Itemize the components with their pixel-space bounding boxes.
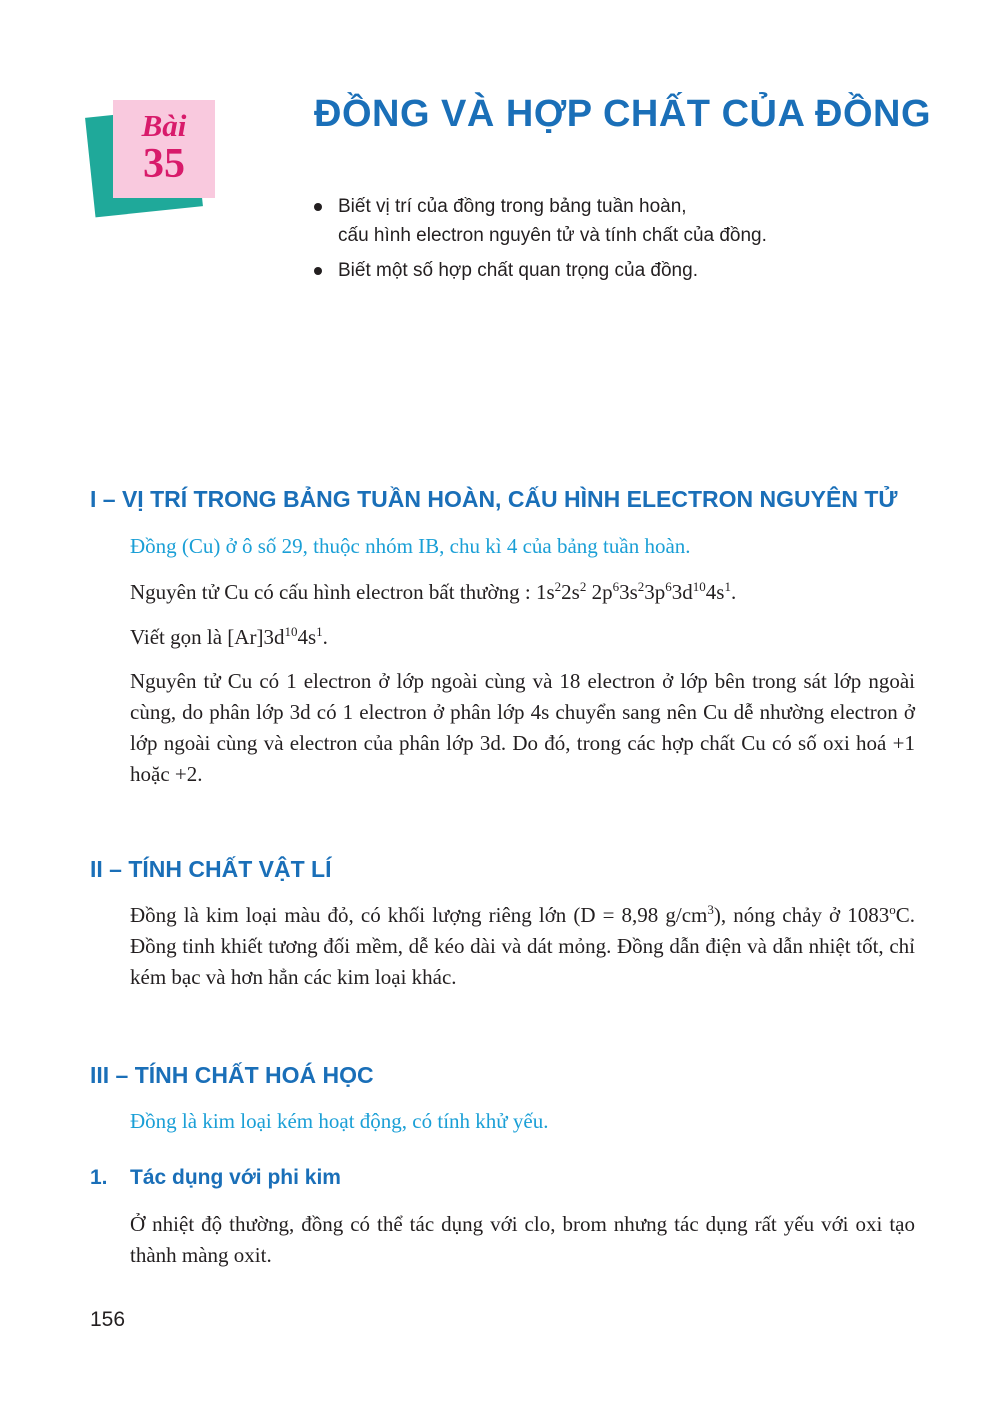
bullet-icon <box>314 267 322 275</box>
objective-line: Biết vị trí của đồng trong bảng tuần hoàn, <box>338 196 687 217</box>
electron-configuration: Nguyên tử Cu có cấu hình electron bất thường : $1s^22s^2$ $2p^63s^23p^63d^{10}4s^1$. <box>130 579 737 604</box>
page-number: 156 <box>90 1308 126 1331</box>
position-highlight: Đồng (Cu) ở ô số 29, thuộc nhóm IB, chu kì 4 của bảng tuần hoàn. <box>130 534 691 558</box>
bullet-icon <box>314 203 322 211</box>
lesson-badge-word: Bài <box>141 108 187 143</box>
electron-explanation: Nguyên tử Cu có 1 electron ở lớp ngoài cùng và 18 electron ở lớp bên trong sát lớp ngoài cùng, do phân lớp 3d có 1 electron ở phân lớp 4s chuyển sang nên Cu dễ nhường electron ở lớp ngoài cùng và electron của phân lớp 3d. Do đó, trong các hợp chất Cu có số oxi hoá +1 hoặc +2. <box>130 669 915 786</box>
nonmetal-reaction: Ở nhiệt độ thường, đồng có thể tác dụng với clo, brom nhưng tác dụng rất yếu với oxi tạo thành màng oxit. <box>130 1212 915 1267</box>
lesson-badge <box>113 100 215 198</box>
lesson-badge-number: 35 <box>143 141 185 187</box>
section-heading-physical: II – TÍNH CHẤT VẬT LÍ <box>90 856 332 882</box>
short-configuration: Viết gọn là $[Ar]3d^{10}4s^1$. <box>130 624 328 649</box>
objective-item <box>312 256 932 285</box>
section-heading-position: I – VỊ TRÍ TRONG BẢNG TUẦN HOÀN, CẤU HÌNH ELECTRON NGUYÊN TỬ <box>90 486 898 512</box>
objective-line: cấu hình electron nguyên tử và tính chất của đồng. <box>338 225 767 246</box>
page-title: ĐỒNG VÀ HỢP CHẤT CỦA ĐỒNG <box>314 93 932 135</box>
subsection-heading-nonmetal: 1. Tác dụng với phi kim <box>90 1166 341 1189</box>
objective-line: Biết một số hợp chất quan trọng của đồng. <box>338 260 698 281</box>
section-heading-chemical: III – TÍNH CHẤT HOÁ HỌC <box>90 1062 374 1088</box>
objectives-list <box>312 192 932 291</box>
chemical-highlight: Đồng là kim loại kém hoạt động, có tính khử yếu. <box>130 1109 549 1133</box>
physical-properties: Đồng là kim loại màu đỏ, có khối lượng riêng lớn (D = 8,98 $g/cm^3$), nóng chảy ở 1083$^o$C. Đồng tinh khiết tương đối mềm, dễ kéo dài và dát mỏng. Đồng dẫn điện và dẫn nhiệt tốt, chỉ kém bạc và hơn hẳn các kim loại khác. <box>130 902 915 989</box>
objective-item <box>312 192 932 250</box>
